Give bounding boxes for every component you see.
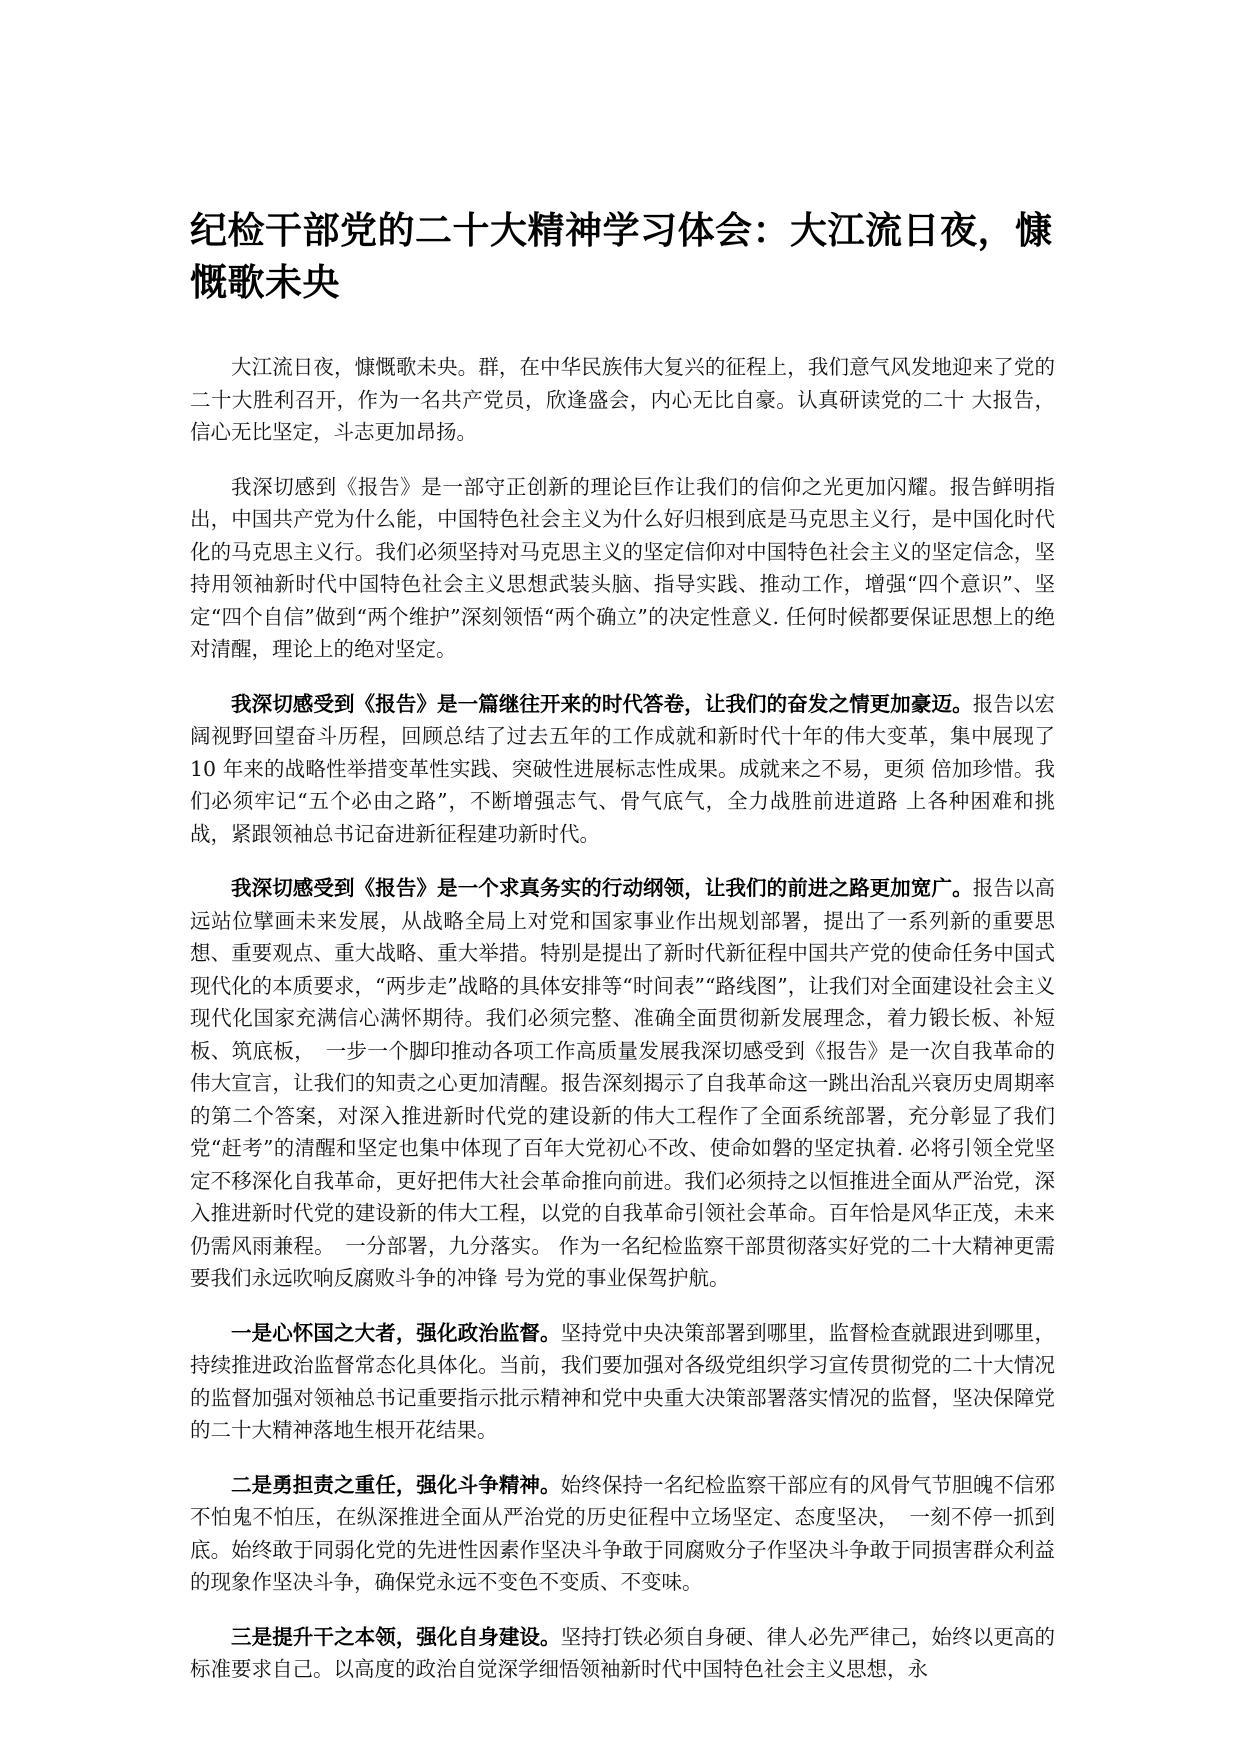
paragraph-6-lead: 二是勇担责之重任，强化斗争精神。 <box>231 1472 561 1497</box>
paragraph-4-lead: 我深切感受到《报告》是一个求真务实的行动纲领，让我们的前进之路更加宽广。 <box>231 876 973 900</box>
paragraph-3-lead: 我深切感受到《报告》是一篇继往开来的时代答卷，让我们的奋发之情更加豪迈。 <box>231 691 973 716</box>
paragraph-2-text: 我深切感到《报告》是一部守正创新的理论巨作让我们的信仰之光更加闪耀。报告鲜明指出，中国共产党为什么能，中国特色社会主义为什么好归根到底是马克思主义行，是中国化时代化的马克思主义行。我们必须坚持对马克思主义的坚定信仰对中国特色社会主义的坚定信念，坚持用领袖新时代中国特色社会主义思想武装头脑、指导实践、推动工作，增强“四个意识”、坚定“四个自信”做到“两个维护”深刻领悟“两个确立”的决定性意义. 任何时候都要保证思想上的绝对清醒，理论上的绝对坚定。 <box>190 474 1055 661</box>
paragraph-5-text: 坚持党中央决策部署到哪里，监督检查就跟进到哪里，持续推进政治监督常态化具体化。当前，我们要加强对各级党组织学习宣传贯彻党的二十大情况的监督加强对领袖总书记重要指示批示精神和党中央重大决策部署落实情况的监督，坚决保障党的二十大精神落地生根开花结果。 <box>190 1320 1055 1442</box>
paragraph-7 <box>190 1621 1055 1686</box>
paragraph-7-text: 坚持打铁必须自身硬、律人必先严律己，始终以更高的标准要求自己。以高度的政治自觉深学细悟领袖新时代中国特色社会主义思想，永 <box>190 1624 1055 1681</box>
paragraph-2 <box>190 471 1055 666</box>
paragraph-6-text: 始终保持一名纪检监察干部应有的风骨气节胆魄不信邪不怕鬼不怕压，在纵深推进全面从严治党的历史征程中立场坚定、态度坚决， 一刻不停一抓到底。始终敢于同弱化党的先进性因素作坚决斗争敢于同腐败分子作坚决斗争敢于同损害群众利益的现象作坚决斗争，确保党永远不变色不变质、不变味。 <box>190 1472 1055 1594</box>
document-title: 纪检干部党的二十大精神学习体会：大江流日夜，慷慨歌未央 <box>190 209 1053 304</box>
paragraph-3 <box>190 688 1055 851</box>
paragraph-1-text: 大江流日夜，慷慨歌未央。群，在中华民族伟大复兴的征程上，我们意气风发地迎来了党的二十大胜利召开，作为一名共产党员，欣逢盛会，内心无比自豪。认真研读党的二十 大报告，信心无比坚定，斗志更加昂扬。 <box>190 355 1055 444</box>
paragraph-5 <box>190 1317 1055 1447</box>
paragraph-7-lead: 三是提升干之本领，强化自身建设。 <box>231 1624 561 1649</box>
document-page <box>190 205 1055 1708</box>
paragraph-5-lead: 一是心怀国之大者，强化政治监督。 <box>231 1320 561 1345</box>
paragraph-3-text: 报告以宏阔视野回望奋斗历程，回顾总结了过去五年的工作成就和新时代十年的伟大变革，集中展现了 10 年来的战略性举措变革性实践、突破性进展标志性成果。成就来之不易，更须 倍加珍惜。我们必须牢记“五个必由之路”，不断增强志气、骨气底气，全力战胜前进道路 上各种困难和挑战，紧跟领袖总书记奋进新征程建功新时代。 <box>190 691 1056 846</box>
paragraph-6 <box>190 1469 1055 1599</box>
paragraph-4 <box>190 872 1055 1295</box>
paragraph-4-text: 报告以高远站位擘画未来发展，从战略全局上对党和国家事业作出规划部署，提出了一系列新的重要思想、重要观点、重大战略、重大举措。特别是提出了新时代新征程中国共产党的使命任务中国式现代化的本质要求，“两步走”战略的具体安排等“时间表”“路线图”，让我们对全面建设社会主义现代化国家充满信心满怀期待。我们必须完整、准确全面贯彻新发展理念，着力锻长板、补短板、筑底板， 一步一个脚印推动各项工作高质量发展我深切感受到《报告》是一次自我革命的伟大宣言，让我们的知责之心更加清醒。报告深刻揭示了自我革命这一跳出治乱兴衰历史周期率的第二个答案，对深入推进新时代党的建设新的伟大工程作了全面系统部署，充分彰显了我们党“赶考”的清醒和坚定也集中体现了百年大党初心不改、使命如磐的坚定执着. 必将引领全党坚定不移深化自我革命，更好把伟大社会革命推向前进。我们必须持之以恒推进全面从严治党，深入推进新时代党的建设新的伟大工程，以党的自我革命引领社会革命。百年恰是风华正茂，未来仍需风雨兼程。 一分部署，九分落实。 作为一名纪检监察干部贯彻落实好党的二十大精神更需要我们永远吹响反腐败斗争的冲锋 号为党的事业保驾护航。 <box>190 876 1056 1290</box>
paragraph-1 <box>190 351 1055 449</box>
